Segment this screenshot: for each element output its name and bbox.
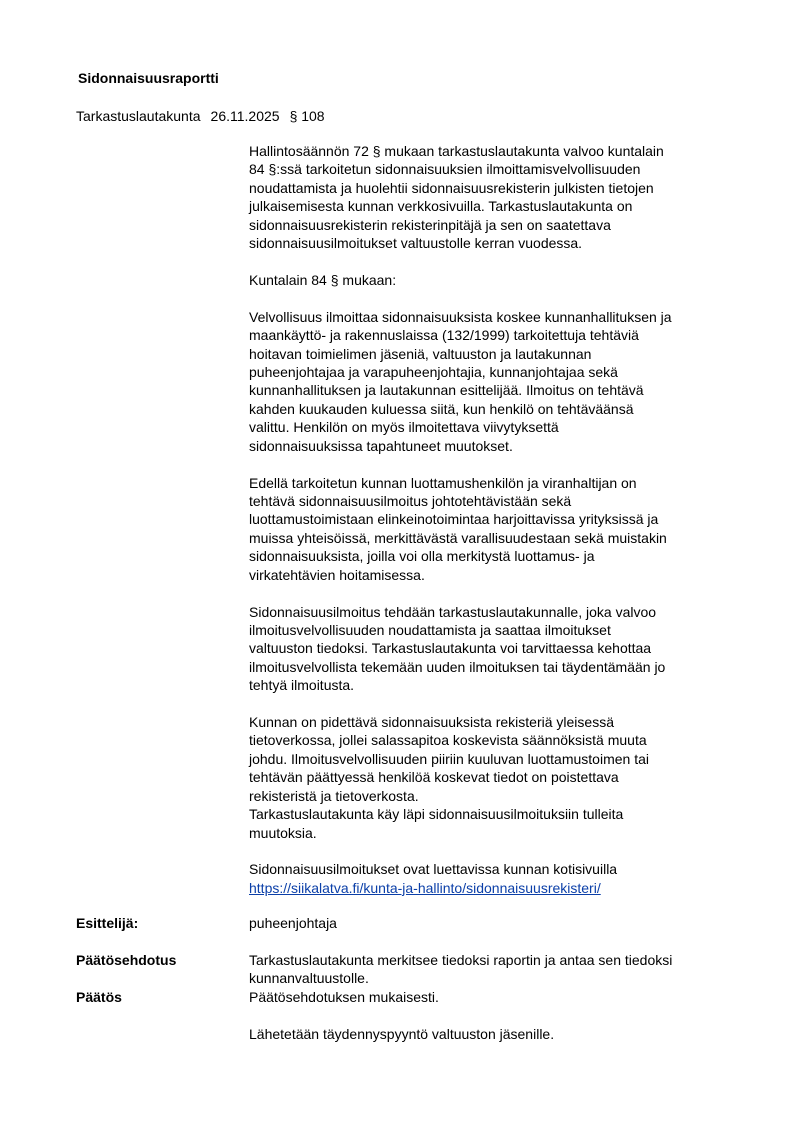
decision-value <box>249 988 749 1043</box>
meeting-body: Tarkastuslautakunta <box>76 108 201 124</box>
paragraph-line: kunnanhallituksen ja lautakunnan esittelijää. Ilmoitus on tehtävä <box>249 382 644 399</box>
presenter-label: Esittelijä: <box>76 915 139 931</box>
paragraph-line: muissa yhteisöissä, merkittävästä varallisuudestaan sekä muistakin <box>249 529 667 546</box>
paragraph-line: hoitavan toimielimen jäseniä, valtuuston ja lautakunnan <box>249 345 592 362</box>
paragraph-line: tehtyä ilmoitusta. <box>249 677 355 694</box>
document-title: Sidonnaisuusraportti <box>78 70 219 86</box>
paragraph-line: virkatehtävien hoitamisessa. <box>249 566 425 583</box>
paragraph-line: Sidonnaisuusilmoitus tehdään tarkastuslautakunnalle, joka valvoo <box>249 603 657 620</box>
decision-note: Lähetetään täydennyspyyntö valtuuston jäsenille. <box>249 1026 555 1042</box>
paragraph-line: tehtävä sidonnaisuusilmoitus johtotehtävistään sekä <box>249 493 572 509</box>
paragraph-line: rekisteristä ja tietoverkosta. <box>249 787 419 804</box>
register-link[interactable]: https://siikalatva.fi/kunta-ja-hallinto/sidonnaisuusrekisteri/ <box>249 879 601 896</box>
paragraph-line: Tarkastuslautakunta käy läpi sidonnaisuusilmoituksiin tulleita <box>249 806 624 823</box>
paragraph-line: valtuuston tiedoksi. Tarkastuslautakunta voi tarvittaessa kehottaa <box>249 640 652 657</box>
paragraph-register <box>249 713 737 842</box>
decision-body-text <box>249 142 737 916</box>
paragraph-line: puheenjohtajaa ja varapuheenjohtajia, kunnanjohtajaa sekä <box>249 364 618 381</box>
paragraph-regulation <box>249 142 737 252</box>
paragraph-line: ilmoitusvelvollisuuden noudattamista ja saattaa ilmoitukset <box>249 621 611 638</box>
paragraph-line: Kuntalain 84 § mukaan: <box>249 271 397 288</box>
proposal-line: Tarkastuslautakunta merkitsee tiedoksi raportin ja antaa sen tiedoksi <box>249 952 673 968</box>
paragraph-line: tehtävän päättyessä henkilöä koskevat tiedot on poistettava <box>249 769 619 786</box>
paragraph-line: ilmoitusvelvollista tekemään uuden ilmoituksen tai täydentämään jo <box>249 658 666 675</box>
paragraph-line: Sidonnaisuusilmoitukset ovat luettavissa kunnan kotisivuilla <box>249 861 618 878</box>
paragraph-line: Hallintosäännön 72 § mukaan tarkastuslautakunta valvoo kuntalain <box>249 143 664 159</box>
paragraph-submission <box>249 603 737 695</box>
meeting-section: § 108 <box>289 108 325 124</box>
paragraph-line: noudattamista ja huolehtii sidonnaisuusrekisterin julkisten tietojen <box>249 179 654 196</box>
register-link-line <box>249 879 737 897</box>
paragraph-declaration-scope <box>249 474 737 584</box>
paragraph-line: valittu. Henkilön on myös ilmoitettava viivytyksettä <box>249 419 559 436</box>
presenter-value: puheenjohtaja <box>249 915 337 931</box>
paragraph-availability <box>249 860 737 897</box>
paragraph-line: sidonnaisuuksista, joilla voi olla merkitystä luottamus- ja <box>249 548 595 565</box>
decision-label: Päätös <box>76 989 122 1005</box>
paragraph-line: julkaisemisesta kunnan verkkosivuilla. Tarkastuslautakunta on <box>249 198 633 215</box>
paragraph-line: luottamustoimistaan elinkeinotoimintaa harjoittavissa yrityksissä ja <box>249 511 659 528</box>
proposal-value <box>249 951 749 988</box>
paragraph-line: muutoksia. <box>249 824 317 841</box>
paragraph-line: Kunnan on pidettävä sidonnaisuuksista rekisteriä yleisessä <box>249 714 614 731</box>
paragraph-line: johdu. Ilmoitusvelvollisuuden piiriin kuuluvan luottamustoimen tai <box>249 750 649 767</box>
paragraph-line: 84 §:ssä tarkoitetun sidonnaisuuksien ilmoittamisvelvollisuuden <box>249 161 641 178</box>
meeting-date: 26.11.2025 <box>210 108 280 124</box>
proposal-line: kunnanvaltuustolle. <box>249 970 369 987</box>
paragraph-line: sidonnaisuusrekisterin rekisterinpitäjä ja sen on saatettava <box>249 216 611 233</box>
paragraph-line: sidonnaisuusilmoitukset valtuustolle kerran vuodessa. <box>249 235 583 252</box>
paragraph-line: sidonnaisuuksissa tapahtuneet muutokset. <box>249 437 513 454</box>
paragraph-line: kahden kuukauden kuluessa siitä, kun henkilö on tehtäväänsä <box>249 400 634 417</box>
paragraph-line: tietoverkossa, jollei salassapitoa koskevista säännöksistä muuta <box>249 732 647 749</box>
paragraph-line: maankäyttö- ja rakennuslaissa (132/1999) tarkoitettuja tehtäviä <box>249 327 639 344</box>
meeting-reference <box>76 107 335 125</box>
proposal-label: Päätösehdotus <box>76 952 177 968</box>
paragraph-obligation <box>249 308 737 455</box>
paragraph-line: Edellä tarkoitetun kunnan luottamushenkilön ja viranhaltijan on <box>249 474 637 491</box>
paragraph-law-intro <box>249 271 737 289</box>
paragraph-line: Velvollisuus ilmoittaa sidonnaisuuksista koskee kunnanhallituksen ja <box>249 308 672 325</box>
decision-text: Päätösehdotuksen mukaisesti. <box>249 989 439 1005</box>
